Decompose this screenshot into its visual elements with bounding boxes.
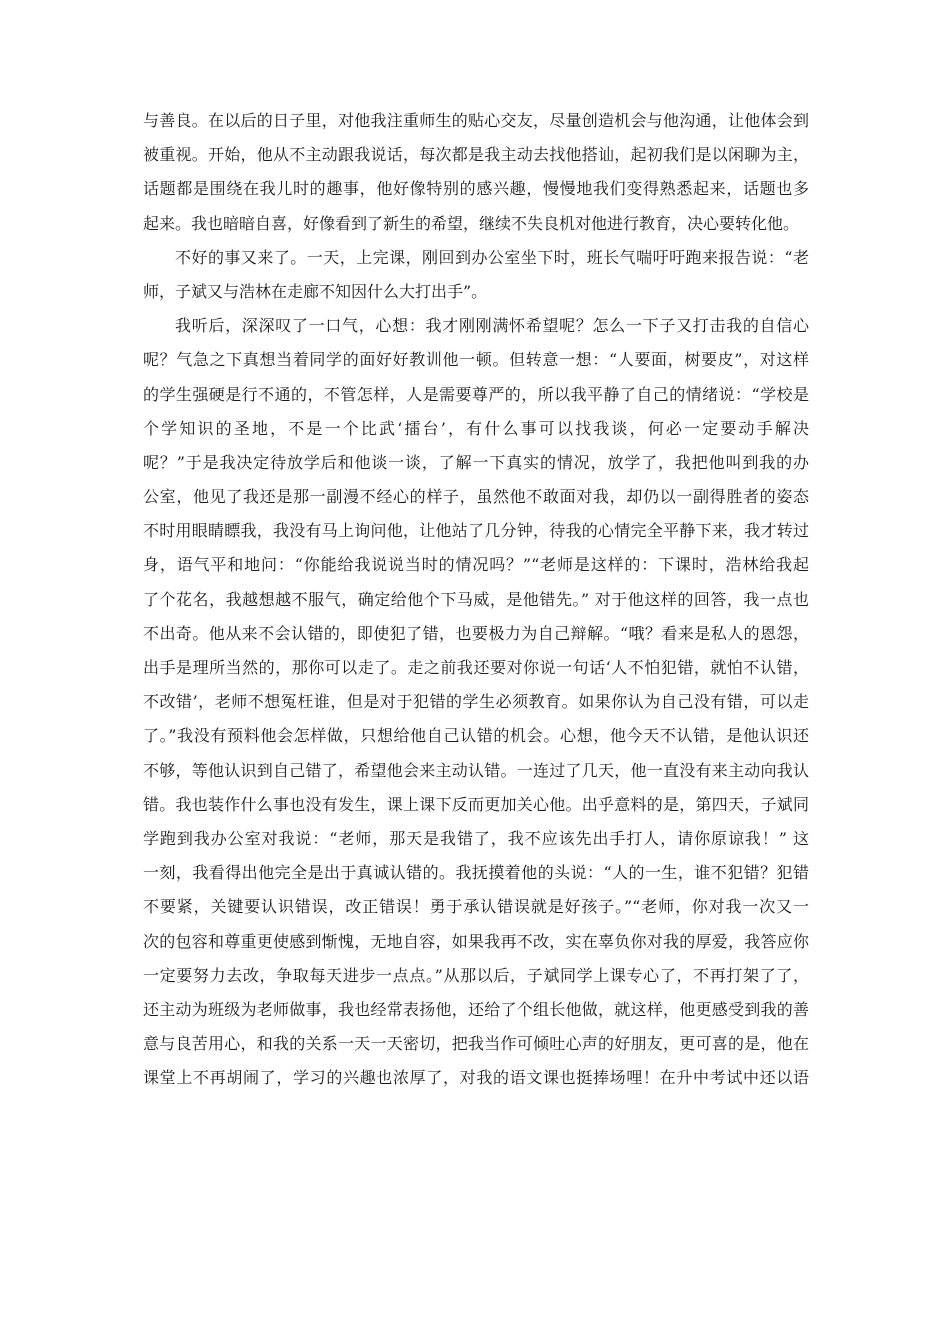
text-line: 话题都是围绕在我儿时的趣事，他好像特别的感兴趣，慢慢地我们变得熟悉起来，话题也多 — [143, 179, 809, 199]
text-line: 出手是理所当然的，那你可以走了。走之前我还要对你说一句话‘人不怕犯错，就怕不认错， — [143, 658, 809, 677]
text-line: 师，子斌又与浩林在走廊不知因什么大打出手”。 — [143, 281, 488, 301]
text-line: 不够，等他认识到自己错了，希望他会来主动认错。一连过了几天，他一直没有来主动向我认 — [143, 760, 809, 780]
text-line: 呢？气急之下真想当着同学的面好好教训他一顿。但转意一想：“人要面，树要皮”，对这样 — [143, 350, 809, 370]
text-line: 公室，他见了我还是那一副漫不经心的样子，虽然他不敢面对我，却仍以一副得胜者的姿态 — [143, 487, 809, 507]
text-line: 一定要努力去改，争取每天进步一点点。”从那以后，子斌同学上课专心了，不再打架了了， — [143, 965, 809, 985]
text-line: 意与良苦用心，和我的关系一天一天密切，把我当作可倾吐心声的好朋友，更可喜的是，他在 — [143, 1034, 809, 1054]
text-line: 我听后，深深叹了一口气，心想：我才刚刚满怀希望呢？怎么一下子又打击我的自信心 — [175, 316, 809, 336]
text-line: 不时用眼睛瞟我，我没有马上询问他，让他站了几分钟，待我的心情完全平静下来，我才转过 — [143, 521, 809, 541]
body-text — [143, 104, 809, 1095]
text-line: 不好的事又来了。一天，上完课，刚回到办公室坐下时，班长气喘吁吁跑来报告说：“老 — [175, 247, 809, 267]
text-line: 学跑到我办公室对我说：“老师，那天是我错了，我不应该先出手打人，请你原谅我！” 这 — [143, 828, 809, 848]
text-line: 不要紧，关键要认识错误，改正错误！勇于承认错误就是好孩子。”“老师，你对我一次又一 — [143, 897, 809, 917]
text-line: 个学知识的圣地，不是一个比武‘擂台’，有什么事可以找我谈，何必一定要动手解决 — [143, 418, 809, 438]
text-line: 身，语气平和地问：“你能给我说说当时的情况吗？”“老师是这样的：下课时，浩林给我起 — [143, 555, 809, 575]
text-line: 不改错’，老师不想冤枉谁，但是对于犯错的学生必须教育。如果你认为自己没有错，可以走 — [143, 692, 809, 712]
text-line: 不出奇。他从来不会认错的，即使犯了错，也要极力为自己辩解。“哦？看来是私人的恩怨， — [143, 623, 809, 643]
text-line: 一刻，我看得出他完全是出于真诚认错的。我抚摸着他的头说：“人的一生，谁不犯错？犯错 — [143, 863, 809, 883]
text-line: 课堂上不再胡闹了，学习的兴趣也浓厚了，对我的语文课也挺捧场哩！在升中考试中还以语 — [143, 1068, 809, 1088]
text-line: 的学生强硬是行不通的，不管怎样，人是需要尊严的，所以我平静了自己的情绪说：“学校是 — [143, 384, 809, 404]
text-line: 了。”我没有预料他会怎样做，只想给他自己认错的机会。心想，他今天不认错，是他认识还 — [143, 726, 809, 746]
text-line: 错。我也装作什么事也没有发生，课上课下反而更加关心他。出乎意料的是，第四天，子斌同 — [143, 794, 809, 814]
text-line: 了个花名，我越想越不服气，确定给他个下马威，是他错先。” 对于他这样的回答，我一点也 — [143, 589, 809, 609]
text-line: 还主动为班级为老师做事，我也经常表扬他，还给了个组长他做，就这样，他更感受到我的善 — [143, 999, 809, 1019]
text-line: 次的包容和尊重更使感到惭愧，无地自容，如果我再不改，实在辜负你对我的厚爱，我答应你 — [143, 931, 809, 951]
text-line: 被重视。开始，他从不主动跟我说话，每次都是我主动去找他搭讪，起初我们是以闲聊为主， — [143, 145, 809, 165]
text-line: 呢？”于是我决定待放学后和他谈一谈，了解一下真实的情况，放学了，我把他叫到我的办 — [143, 452, 809, 472]
text-line: 起来。我也暗暗自喜，好像看到了新生的希望，继续不失良机对他进行教育，决心要转化他。 — [143, 213, 800, 233]
text-line: 与善良。在以后的日子里，对他我注重师生的贴心交友，尽量创造机会与他沟通，让他体会到 — [143, 111, 809, 130]
